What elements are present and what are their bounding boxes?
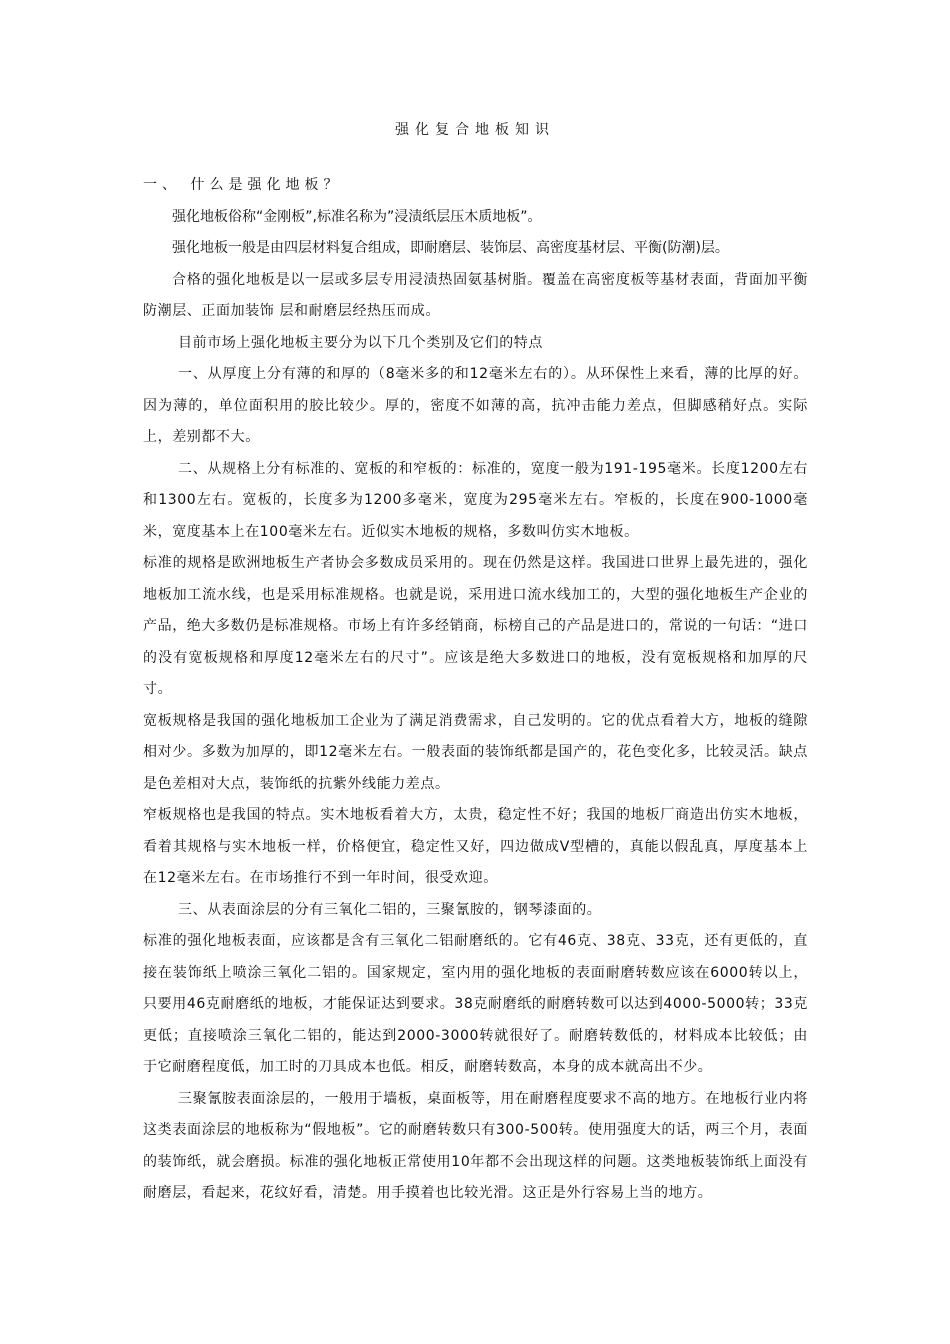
- paragraph-qualified-definition: 合格的强化地板是以一层或多层专用浸渍热固氨基树脂。覆盖在高密度板等基材表面，背面加平衡防潮层、正面加装饰 层和耐磨层经热压而成。: [143, 271, 808, 319]
- paragraph-standard-spec: 标准的规格是欧洲地板生产者协会多数成员采用的。现在仍然是这样。我国进口世界上最先进的，强化地板加工流水线，也是采用标准规格。也就是说，采用进口流水线加工的，大型的强化地板生产企业的产品，绝大多数仍是标准规格。市场上有许多经销商，标榜自己的产品是进口的，常说的一句话：“进口的没有宽板规格和厚度12毫米左右的尺寸”。应该是绝大多数进口的地板，没有宽板规格和加厚的尺寸。: [143, 555, 808, 697]
- paragraph-common-name: 强化地板俗称“金刚板”,标准名称为”浸渍纸层压木质地板”。: [172, 208, 542, 225]
- paragraph-market-categories: 目前市场上强化地板主要分为以下几个类别及它们的特点: [178, 334, 543, 351]
- document-body: [143, 170, 808, 1210]
- paragraph-alumina-coating: 标准的强化地板表面，应该都是含有三氧化二铝耐磨纸的。它有46克、38克、33克，还有更低的，直接在装饰纸上喷涂三氧化二铝的。国家规定，室内用的强化地板的表面耐磨转数应该在6000转以上，只要用46克耐磨纸的地板，才能保证达到要求。38克耐磨纸的耐磨转数可以达到4000-5000转；33克更低；直接喷涂三氧化二铝的，能达到2000-3000转就很好了。耐磨转数低的，材料成本比较低；由于它耐磨程度低，加工时的刀具成本也低。相反，耐磨转数高，本身的成本就高出不少。: [143, 933, 808, 1075]
- paragraph-melamine-coating: 三聚氰胺表面涂层的，一般用于墙板，桌面板等，用在耐磨程度要求不高的地方。在地板行业内将这类表面涂层的地板称为“假地板”。它的耐磨转数只有300-500转。使用强度大的话，两三个月，表面的装饰纸，就会磨损。标准的强化地板正常使用10年都不会出现这样的问题。这类地板装饰纸上面没有耐磨层，看起来，花纹好看，清楚。用手摸着也比较光滑。这正是外行容易上当的地方。: [143, 1090, 808, 1201]
- paragraph-thickness: 一、从厚度上分有薄的和厚的（8毫米多的和12毫米左右的）。从环保性上来看，薄的比厚的好。因为薄的，单位面积用的胶比较少。厚的，密度不如薄的高，抗冲击能力差点，但脚感稍好点。实际上，差别都不大。: [143, 366, 808, 445]
- document-title: 强化复合地板知识: [395, 122, 555, 138]
- paragraph-four-layers: 强化地板一般是由四层材料复合组成，即耐磨层、装饰层、高密度基材层、平衡(防潮)层。: [172, 240, 729, 256]
- section-heading-what-is: 一、 什么是强化地板？: [143, 177, 343, 193]
- paragraph-surface-coating: 三、从表面涂层的分有三氧化二铝的，三聚氰胺的，钢琴漆面的。: [178, 901, 602, 918]
- paragraph-specifications: 二、从规格上分有标准的、宽板的和窄板的：标准的，宽度一般为191-195毫米。长度1200左右和1300左右。宽板的，长度多为1200多毫米，宽度为295毫米左右。窄板的，长度在900-1000毫米，宽度基本上在100毫米左右。近似实木地板的规格，多数叫仿实木地板。: [143, 460, 808, 540]
- paragraph-wide-board: 宽板规格是我国的强化地板加工企业为了满足消费需求，自己发明的。它的优点看着大方，地板的缝隙相对少。多数为加厚的，即12毫米左右。一般表面的装饰纸都是国产的，花色变化多，比较灵活。缺点是色差相对大点，装饰纸的抗紫外线能力差点。: [143, 712, 808, 792]
- paragraph-narrow-board: 窄板规格也是我国的特点。实木地板看着大方，太贵，稳定性不好；我国的地板厂商造出仿实木地板，看着其规格与实木地板一样，价格便宜，稳定性又好，四边做成V型槽的，真能以假乱真，厚度基本上在12毫米左右。在市场推行不到一年时间，很受欢迎。: [143, 807, 808, 886]
